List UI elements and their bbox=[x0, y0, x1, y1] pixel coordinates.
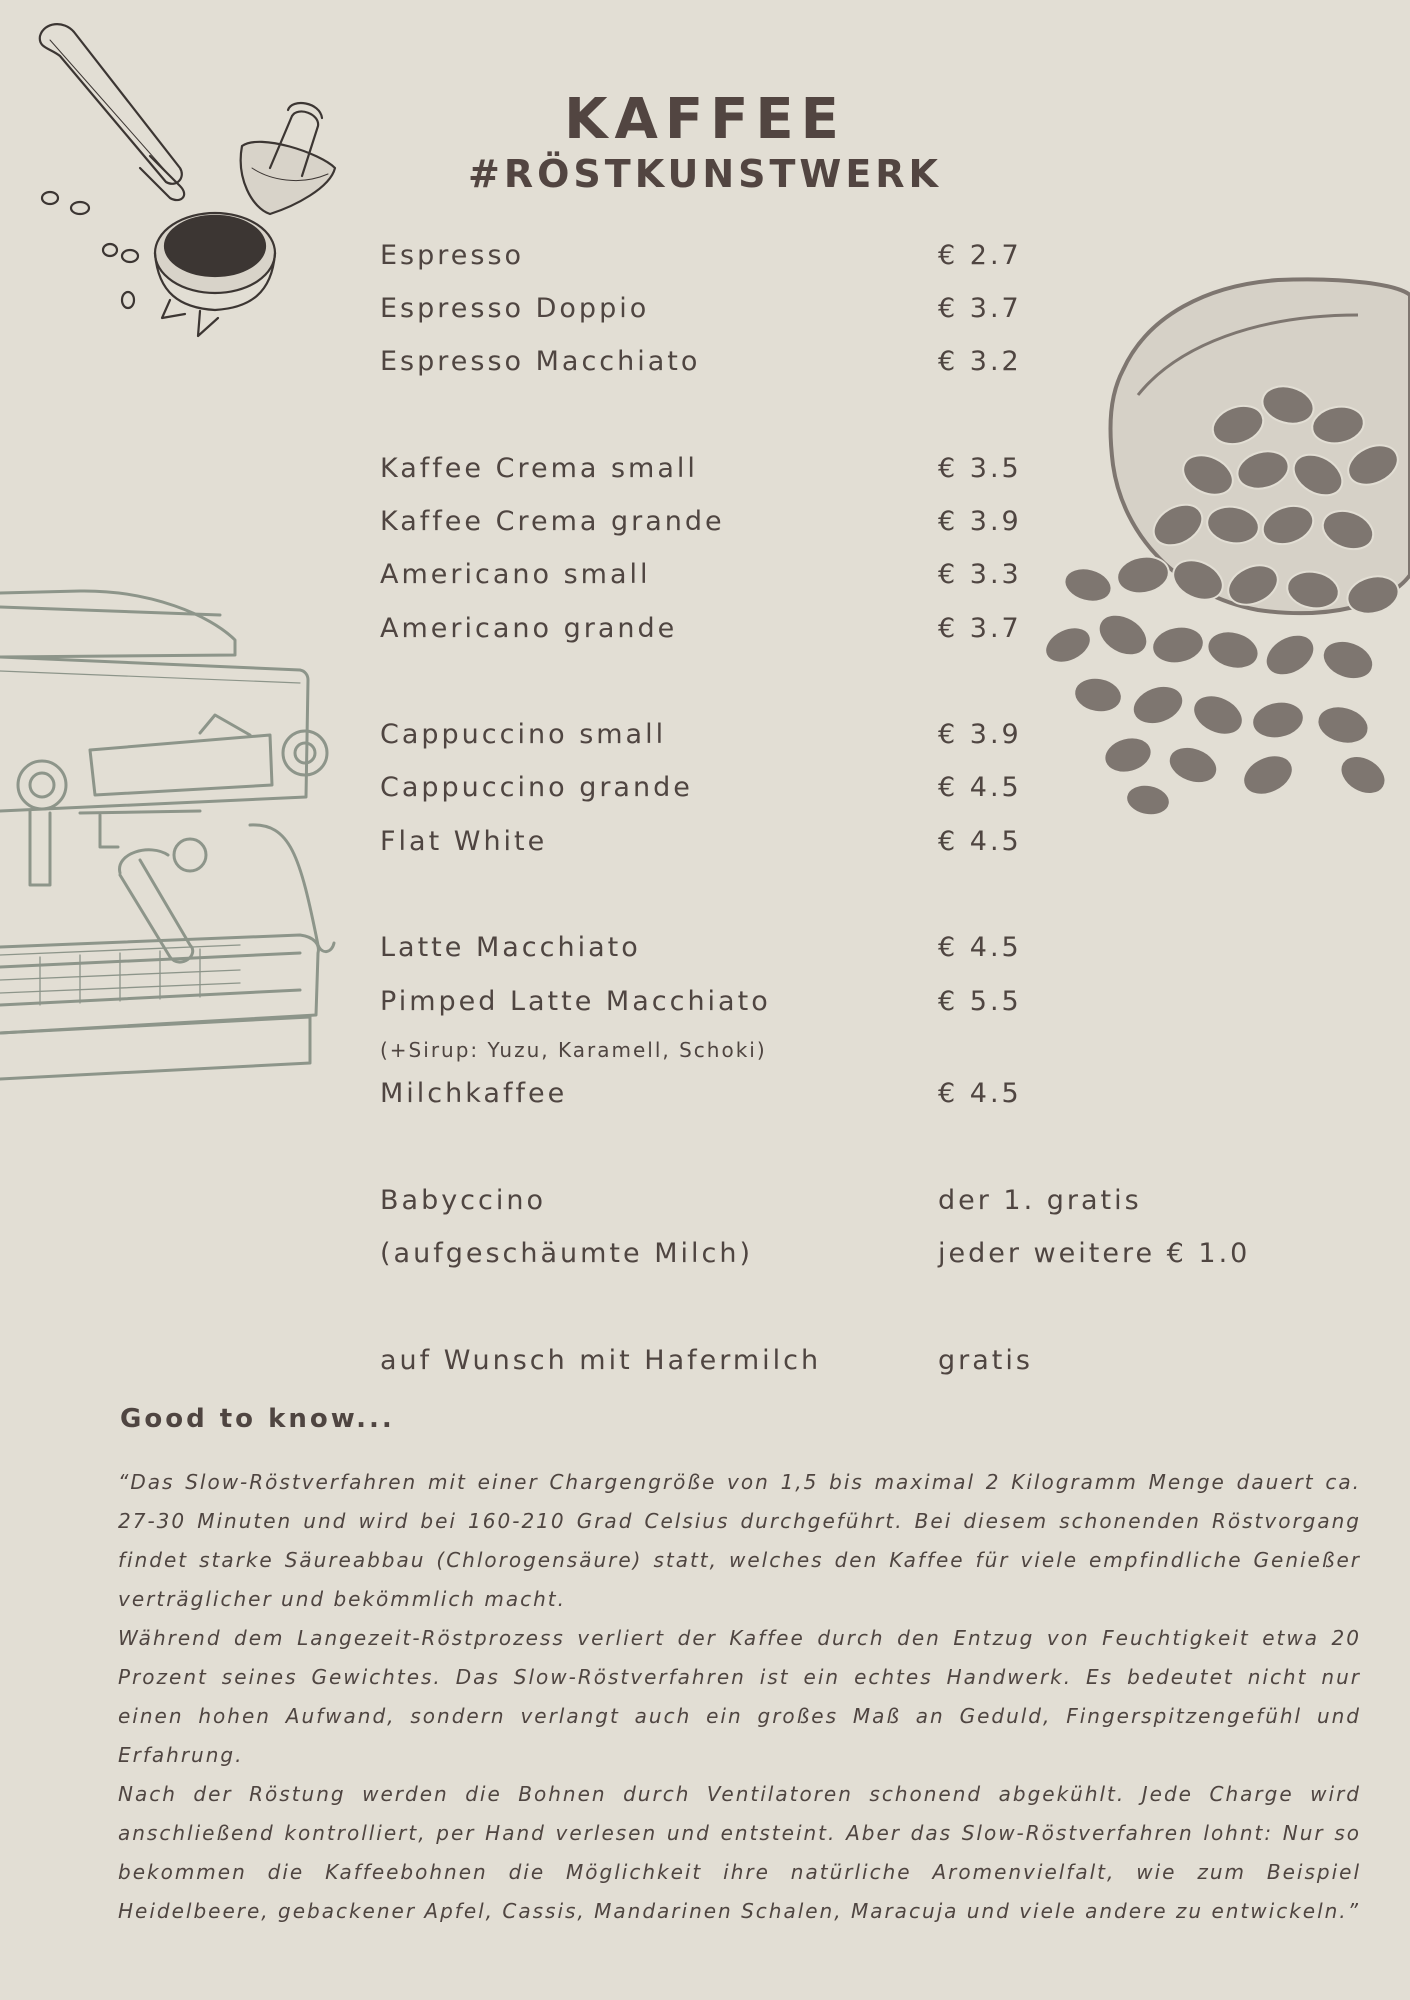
menu-item-espresso-macchiato bbox=[380, 346, 1360, 386]
menu-item-americano-small bbox=[380, 559, 1360, 599]
menu-item-pimped-latte-macchiato bbox=[380, 986, 1360, 1026]
menu-item-price: gratis bbox=[938, 1345, 1033, 1376]
menu-item-milchkaffee bbox=[380, 1078, 1360, 1118]
menu-item-price: € 3.3 bbox=[938, 559, 1022, 590]
menu-item-name: Latte Macchiato bbox=[380, 932, 641, 963]
menu-item-name: Kaffee Crema grande bbox=[380, 506, 725, 537]
menu-item-name: Cappuccino grande bbox=[380, 772, 693, 803]
menu-item-name: Cappuccino small bbox=[380, 719, 667, 750]
menu-item-babyccino bbox=[380, 1185, 1360, 1225]
good-to-know-heading: Good to know... bbox=[120, 1404, 395, 1434]
portafilter-tamper-illustration bbox=[30, 18, 380, 348]
menu-item-price: € 3.2 bbox=[938, 346, 1022, 377]
menu-item-price: der 1. gratis bbox=[938, 1185, 1142, 1216]
menu-item-name: Pimped Latte Macchiato bbox=[380, 986, 771, 1017]
menu-item-name: Espresso Macchiato bbox=[380, 346, 701, 377]
menu-item-price: € 5.5 bbox=[938, 986, 1022, 1017]
menu-item-price: € 3.7 bbox=[938, 613, 1022, 644]
menu-item-espresso-doppio bbox=[380, 293, 1360, 333]
menu-item-babyccino-detail bbox=[380, 1238, 1360, 1278]
menu-item-name: Americano grande bbox=[380, 613, 678, 644]
menu-item-price: € 2.7 bbox=[938, 240, 1022, 271]
menu-item-kaffee-crema-small bbox=[380, 453, 1360, 493]
menu-item-name: Americano small bbox=[380, 559, 651, 590]
good-to-know-body bbox=[118, 1463, 1361, 1931]
menu-item-cappuccino-small bbox=[380, 719, 1360, 759]
good-to-know-paragraph: Nach der Röstung werden die Bohnen durch Ventilatoren schonend abgekühlt. Jede Charge wird anschließend kontrolliert, per Hand verlesen und entsteint. Aber das Slow-Röstverfahren lohnt: Nur so bekommen die Kaffeebohnen die Möglichkeit ihre natürliche Aromenvielfalt, wie zum Beispiel Heidelbeere, gebackener Apfel, Cassis, Mandarinen Schalen, Maracuja und viele andere zu entwickeln.” bbox=[118, 1782, 1361, 1923]
menu-item-price: € 4.5 bbox=[938, 772, 1022, 803]
menu-item-price: € 4.5 bbox=[938, 932, 1022, 963]
menu-item-americano-grande bbox=[380, 613, 1360, 653]
menu-item-price: € 4.5 bbox=[938, 826, 1022, 857]
menu-item-name: Kaffee Crema small bbox=[380, 453, 698, 484]
menu-item-name: Flat White bbox=[380, 826, 548, 857]
menu-item-price: € 3.7 bbox=[938, 293, 1022, 324]
menu-item-price: € 3.5 bbox=[938, 453, 1022, 484]
pimped-latte-syrup-note: (+Sirup: Yuzu, Karamell, Schoki) bbox=[380, 1038, 767, 1062]
menu-item-price: € 3.9 bbox=[938, 719, 1022, 750]
menu-item-espresso bbox=[380, 240, 1360, 280]
menu-item-name: auf Wunsch mit Hafermilch bbox=[380, 1345, 822, 1376]
menu-item-name: Milchkaffee bbox=[380, 1078, 568, 1109]
menu-item-name: Espresso Doppio bbox=[380, 293, 650, 324]
menu-item-price: jeder weitere € 1.0 bbox=[938, 1238, 1251, 1269]
menu-item-latte-macchiato bbox=[380, 932, 1360, 972]
menu-item-price: € 3.9 bbox=[938, 506, 1022, 537]
menu-item-hafermilch bbox=[380, 1345, 1360, 1385]
menu-item-name: Babyccino bbox=[380, 1185, 547, 1216]
menu-item-name: Espresso bbox=[380, 240, 525, 271]
good-to-know-paragraph: Während dem Langezeit-Röstprozess verliert der Kaffee durch den Entzug von Feuchtigkeit etwa 20 Prozent seines Gewichtes. Das Slow-Röstverfahren ist ein echtes Handwerk. Es bedeutet nicht nur einen hohen Aufwand, sondern verlangt auch ein großes Maß an Geduld, Fingerspitzengefühl und Erfahrung. bbox=[118, 1626, 1361, 1767]
menu-item-cappuccino-grande bbox=[380, 772, 1360, 812]
menu-item-kaffee-crema-grande bbox=[380, 506, 1360, 546]
espresso-machine-illustration bbox=[0, 585, 345, 1125]
good-to-know-paragraph: “Das Slow-Röstverfahren mit einer Chargengröße von 1,5 bis maximal 2 Kilogramm Menge dauert ca. 27-30 Minuten und wird bei 160-210 Grad Celsius durchgeführt. Bei diesem schonenden Röstvorgang findet starke Säureabbau (Chlorogensäure) statt, welches den Kaffee für viele empfindliche Genießer verträglicher und bekömmlich macht. bbox=[118, 1470, 1361, 1611]
menu-item-name: (aufgeschäumte Milch) bbox=[380, 1238, 753, 1269]
menu-item-flat-white bbox=[380, 826, 1360, 866]
page-subtitle: #RÖSTKUNSTWERK bbox=[468, 152, 942, 196]
menu-item-price: € 4.5 bbox=[938, 1078, 1022, 1109]
title-block bbox=[380, 88, 1030, 196]
page-title: KAFFEE bbox=[564, 87, 846, 152]
